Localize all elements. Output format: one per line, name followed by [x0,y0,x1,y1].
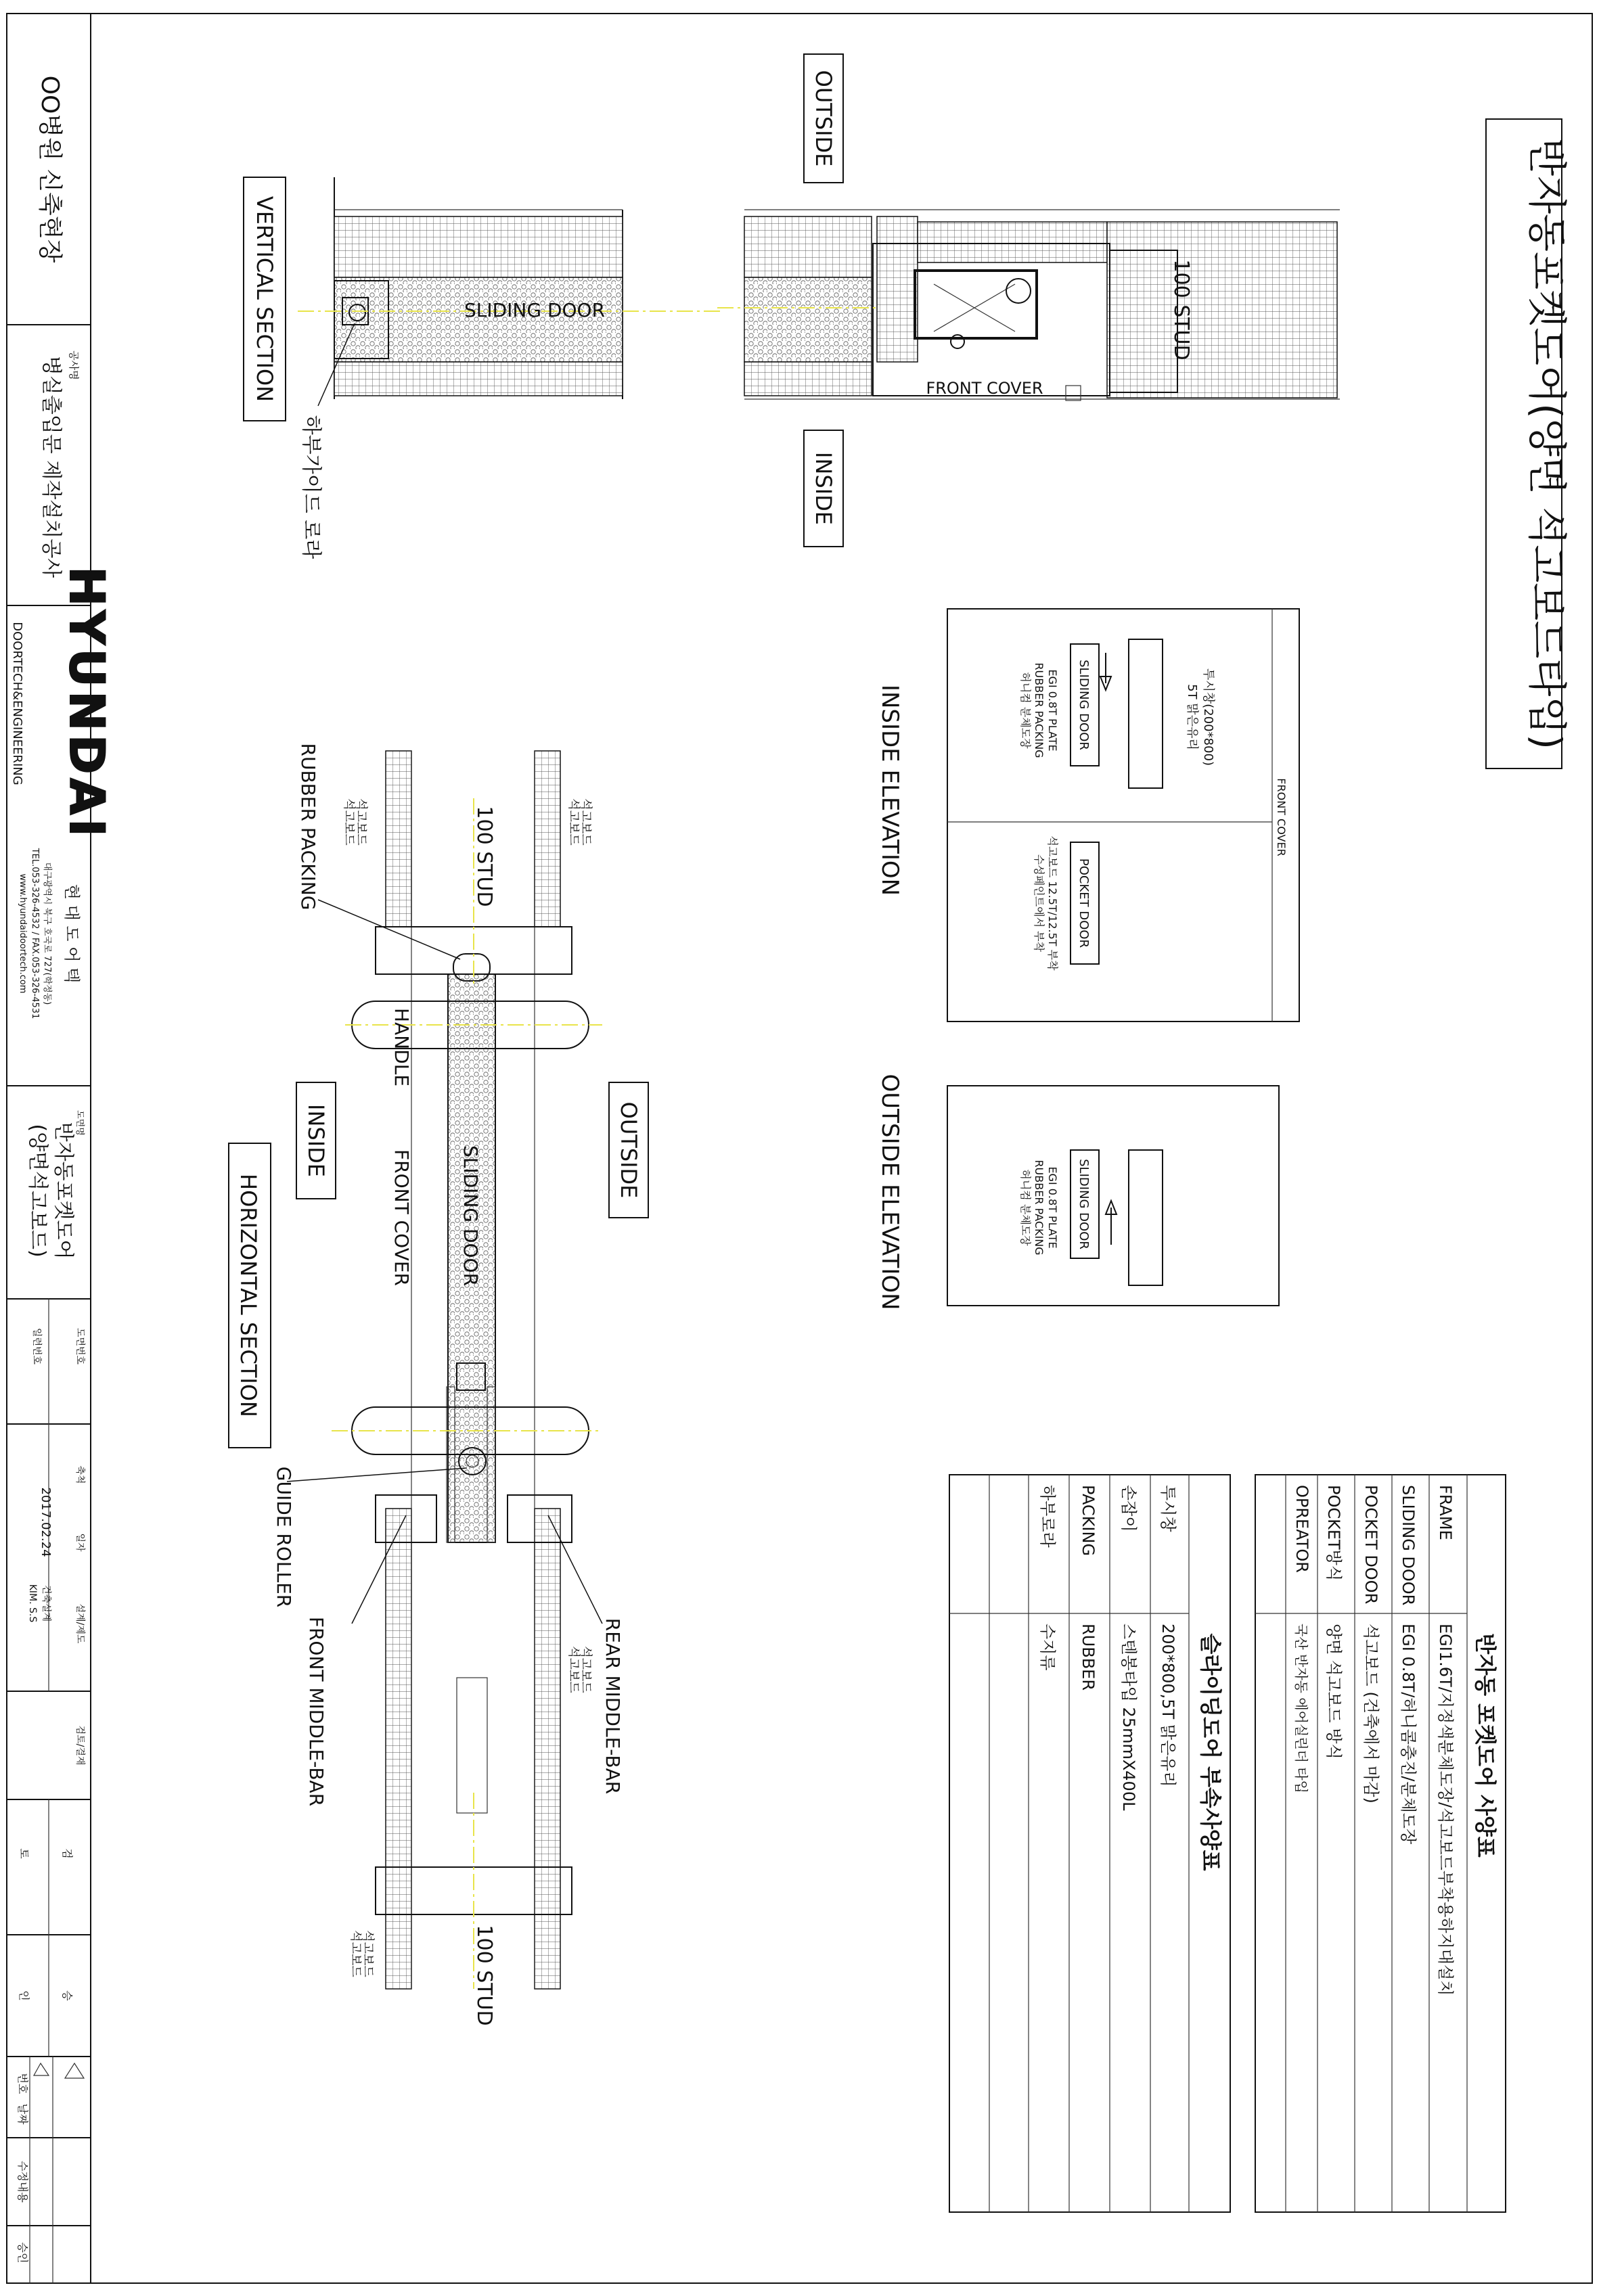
hs-gypsum-8: 석고보드 [348,1930,363,1977]
hs-gypsum-6: 석고보드 [566,1646,581,1693]
ie-label: INSIDE ELEVATION [876,684,903,896]
oe-door-spec-2: RUBBER PACKING [1033,1160,1045,1256]
vs-label: VERTICAL SECTION [252,196,277,403]
company-logo: HYUNDAI [59,566,114,841]
approve-label-1: 검 [61,1848,74,1859]
row-label-design: 설계/제도 [74,1603,85,1644]
date-value: 2017.02.24 [39,1487,53,1557]
hs-stud-bottom: 100 STUD [472,1925,496,2026]
ie-front-cover: FRONT COVER [1275,778,1288,856]
hs-rear-middle-bar: REAR MIDDLE-BAR [602,1617,624,1795]
acc-value-1: 스텐봉타입 25mmX400L [1119,1624,1138,1811]
acc-label-0: 투시창 [1158,1485,1177,1532]
approve-label-2: 토 [18,1848,30,1859]
row-label-serial-no: 일련번호 [31,1327,42,1365]
spec-value-1: EGI 0.8T/허니콤충진/분체도장 [1399,1624,1418,1845]
hs-guide-roller: GUIDE ROLLER [273,1466,295,1608]
work-label: 공사명 [68,350,80,380]
rev-header-approve: 승인 [16,2242,29,2264]
acc-label-1: 손잡이 [1119,1485,1138,1532]
oe-door-spec-1: EGI 0.8T PLATE [1046,1166,1059,1249]
vertical-section [244,177,724,559]
head-front-cover: FRONT COVER [926,379,1043,398]
vs-sliding-door: SLIDING DOOR [464,299,606,321]
hs-label: HORIZONTAL SECTION [235,1174,261,1417]
oe-sliding-door: SLIDING DOOR [1077,1159,1091,1249]
hs-stud-top: 100 STUD [472,806,496,907]
spec-label-4: OPREATOR [1292,1485,1311,1573]
hs-handle: HANDLE [390,1007,413,1087]
oe-label: OUTSIDE ELEVATION [876,1074,903,1310]
spec-label-0: FRAME [1436,1485,1455,1540]
project-name: OO병원 신축현장 [36,75,64,263]
spec-label-2: POCKET DOOR [1361,1485,1380,1605]
inside-elevation [876,609,1299,1021]
spec-value-3: 양면 석고보드 방식 [1324,1624,1343,1760]
acc-label-3: 하부로라 [1038,1485,1057,1548]
designer-label: 건축설계 [41,1584,51,1622]
outside-elevation [876,1074,1279,1310]
ie-door-spec-1: EGI 0.8T PLATE [1046,669,1059,752]
approve-label-4: 인 [18,1990,30,2001]
title-block [7,76,114,2283]
hs-gypsum-2: 석고보드 [566,798,581,846]
row-label-review: 검토/결재 [74,1725,85,1766]
company-web: www.hyundaidoortech.com [18,873,28,994]
hs-sliding-door: SLIDING DOOR [459,1145,482,1287]
acc-value-3: 수지류 [1038,1624,1057,1671]
hs-front-middle-bar: FRONT MIDDLE-BAR [305,1616,328,1807]
row-label-scale: 축척 [74,1465,85,1484]
hs-gypsum-4: 석고보드 [342,798,356,846]
spec-value-4: 국산 반자동 에어실린더 타입 [1293,1624,1309,1793]
hs-outside: OUTSIDE [616,1101,641,1199]
ie-pocket-spec-1: 석고보드 12.5T/12.5T 부착 [1046,835,1059,971]
spec-value-2: 석고보드 (건축에서 마감) [1361,1624,1380,1804]
rev-header-date: 날짜 [16,2103,29,2125]
spec-table [1255,1475,1506,2212]
ie-door-spec-2: RUBBER PACKING [1033,662,1045,758]
drawing-label: 도면명 [74,1110,85,1136]
hs-gypsum-3: 석고보드 [354,798,368,846]
head-inside: INSIDE [811,452,836,525]
hs-gypsum-1: 석고보드 [579,798,593,846]
hs-gypsum-5: 석고보드 [579,1646,593,1693]
rev-header-content: 수정내용 [16,2161,29,2203]
hs-front-cover: FRONT COVER [390,1149,413,1286]
designer-name: KIM. S.S [27,1584,38,1623]
accessory-table [949,1475,1230,2212]
hs-rubber-packing: RUBBER PACKING [297,743,319,911]
approve-label-3: 승 [61,1990,74,2001]
acc-value-2: RUBBER [1079,1624,1098,1691]
ie-pocket-door: POCKET DOOR [1077,858,1091,948]
ie-window-note2: 5T 맑은유리 [1185,684,1199,750]
company-ko: 현 대 도 어 텍 [62,883,81,984]
ie-sliding-door: SLIDING DOOR [1077,660,1091,750]
ie-window-note: 투시창(200*800) [1201,668,1215,766]
main-title [1486,119,1570,768]
acc-title: 슬라이딩도어 부속사양표 [1198,1633,1223,1871]
hs-gypsum-7: 석고보드 [361,1930,375,1977]
spec-value-0: EGI1.6T/지정색분체도장/석고보드부착용하지대설치 [1436,1624,1455,1996]
head-stud: 100 STUD [1169,259,1193,361]
oe-door-spec-3: 허니컴 분체도장 [1019,1169,1032,1246]
head-outside: OUTSIDE [811,70,836,167]
spec-label-1: SLIDING DOOR [1399,1485,1418,1606]
ie-door-spec-3: 허니컴 분체도장 [1019,672,1032,749]
spec-title: 반자동 포켓도어 사양표 [1472,1633,1498,1858]
company-addr: 대구광역시 북구 호국로 727(학정동) [42,862,52,1005]
work-name: 병실출입문 제작설치공사 [39,355,63,578]
vs-guide-roller: 하부가이드 로라 [299,415,323,559]
row-label-drawing-no: 도면번호 [74,1327,85,1365]
company-sub: DOORTECH&ENGINEERING [10,622,24,785]
horizontal-section [229,743,648,2026]
drawing-name: 반자동포켓도어 [51,1122,75,1260]
rev-header-no: 번호 [16,2073,29,2094]
spec-label-3: POCKET방식 [1324,1485,1343,1582]
company-tel: TEL.053-326-4532 / FAX.053-326-4531 [30,848,40,1019]
svg-text:반자동포켓도어(양면 석고보드타입): 반자동포켓도어(양면 석고보드타입) [1524,137,1570,750]
row-label-date: 일자 [74,1533,85,1552]
acc-label-2: PACKING [1079,1485,1098,1557]
head-section [717,54,1340,547]
acc-value-0: 200*800,5T 맑은유리 [1158,1624,1177,1787]
hs-inside: INSIDE [303,1104,329,1177]
drawing-name-sub: (양면석고보드) [26,1124,49,1258]
ie-pocket-spec-2: 수성페인트에서 부착 [1033,854,1045,952]
